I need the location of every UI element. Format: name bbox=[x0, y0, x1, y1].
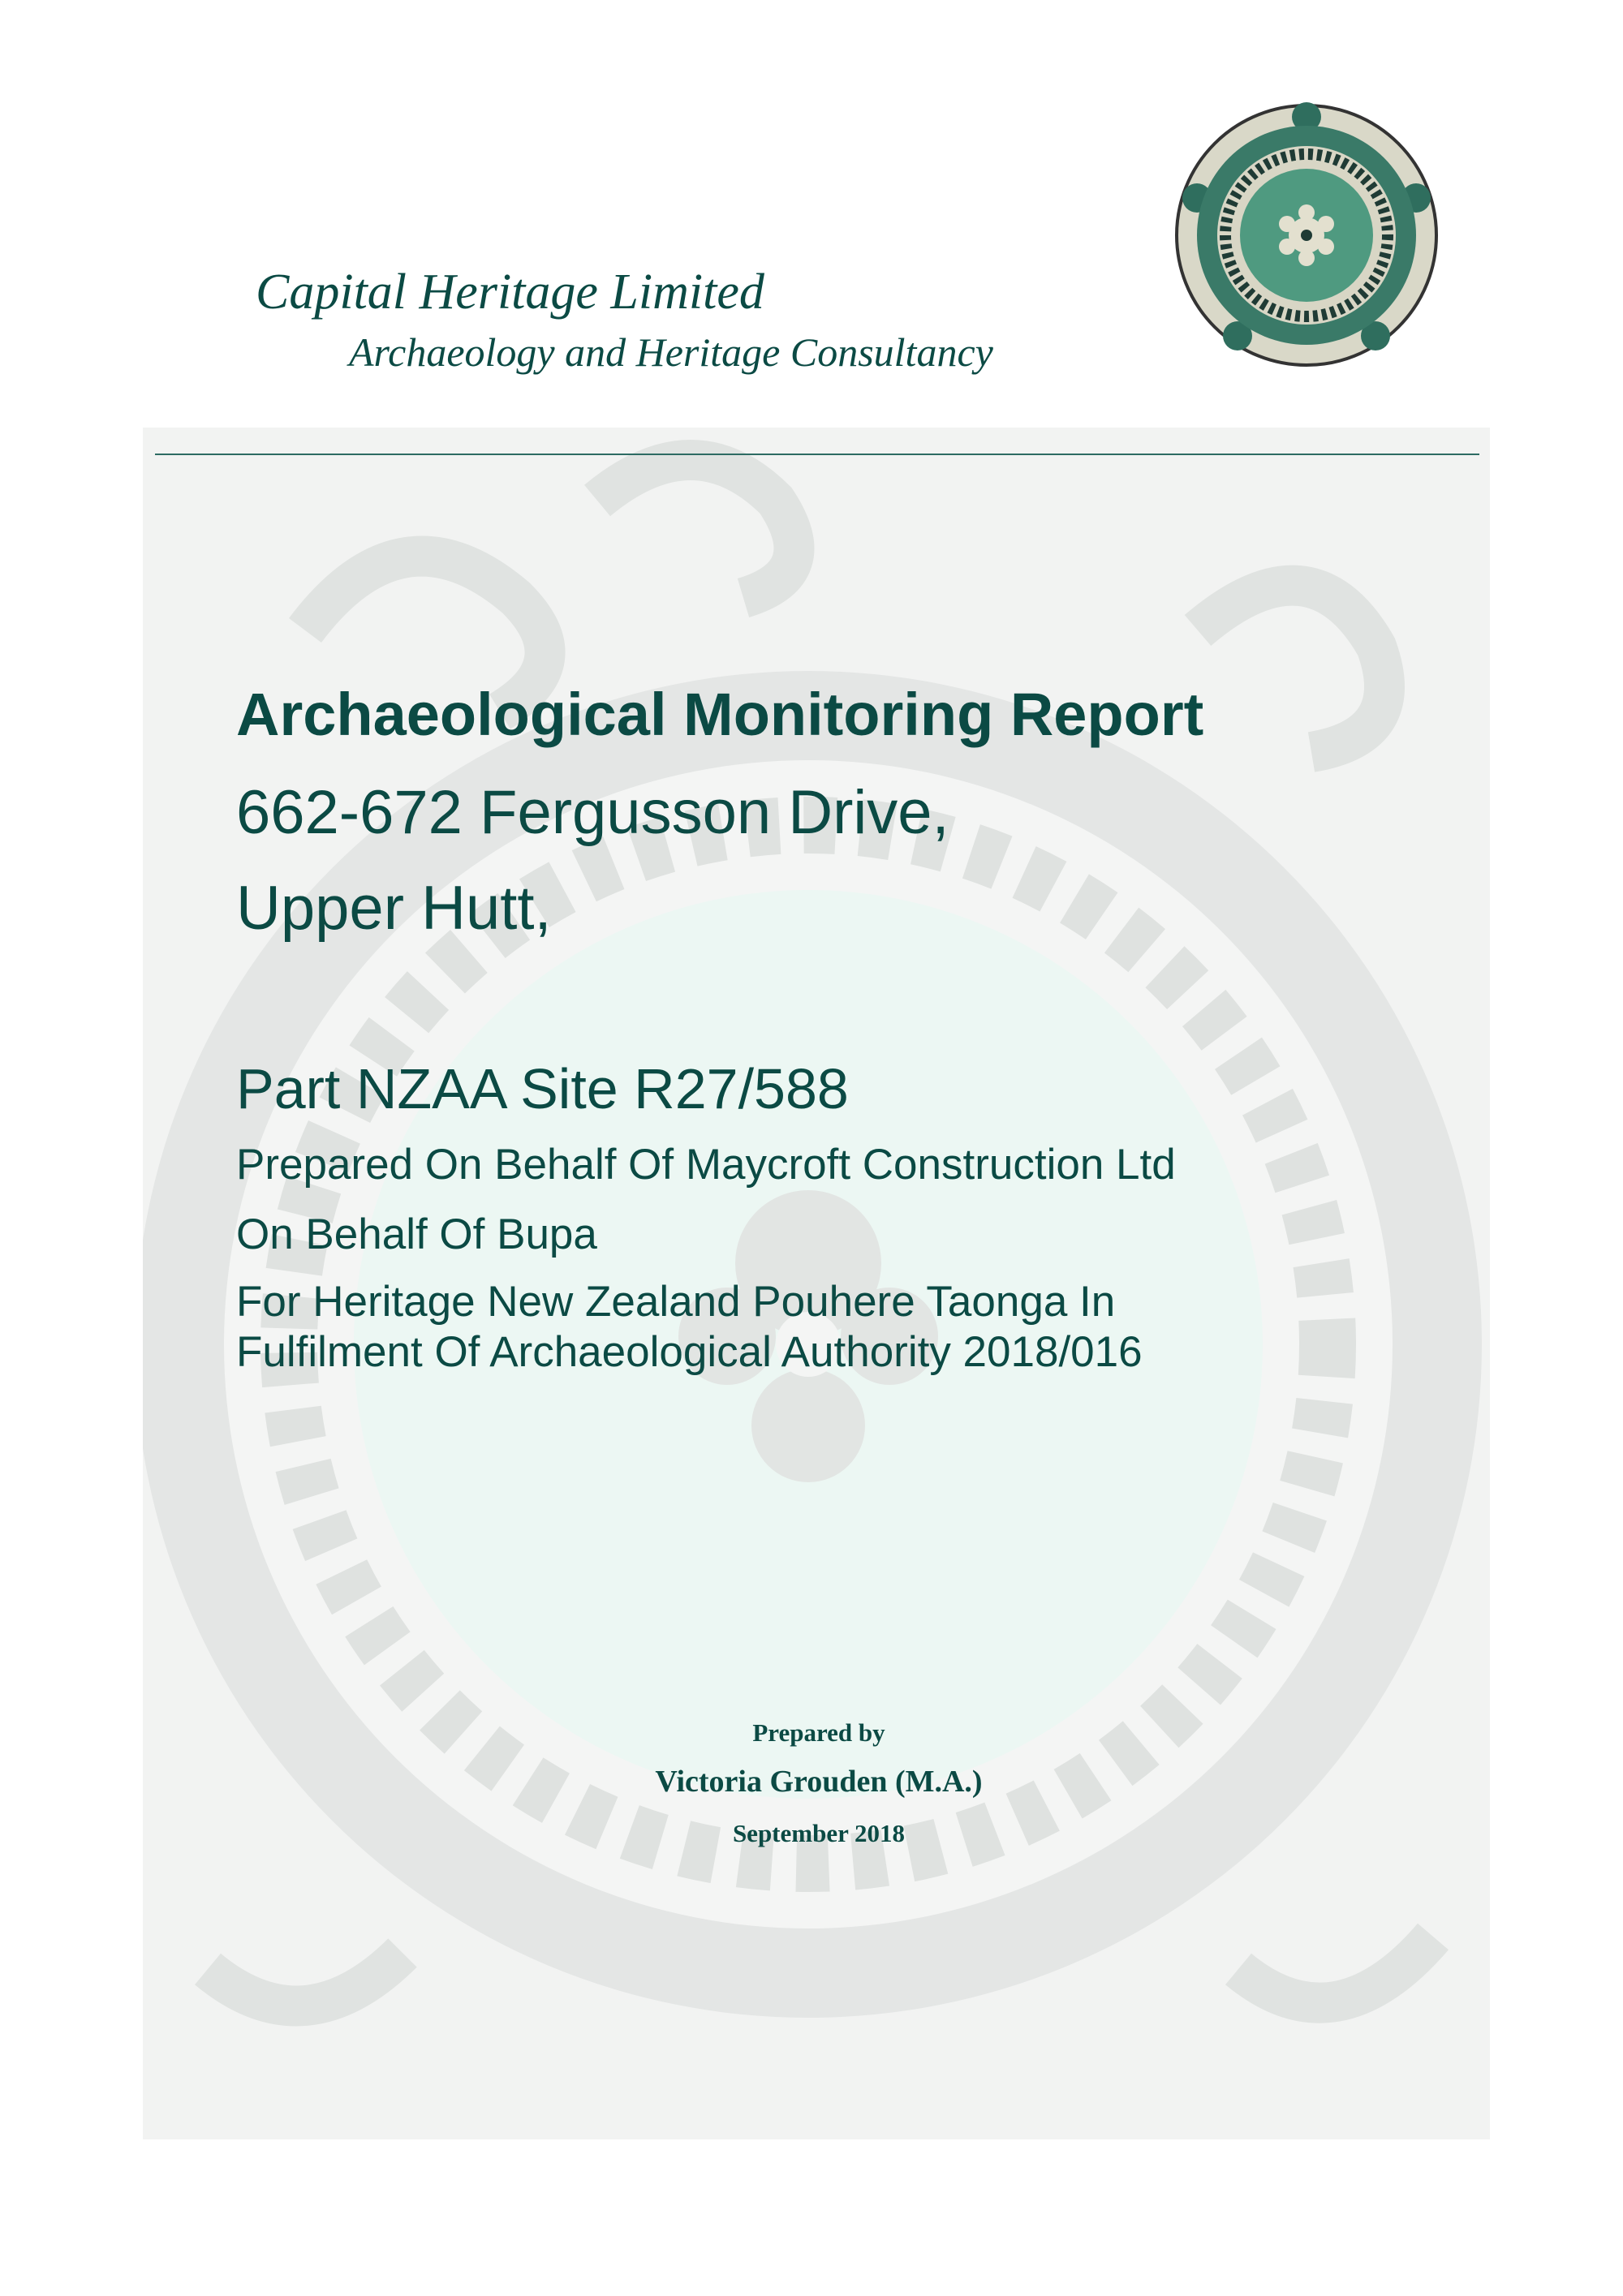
header-divider bbox=[155, 454, 1479, 455]
address-line-2: Upper Hutt, bbox=[236, 874, 552, 943]
prepared-for-line: Prepared On Behalf Of Maycroft Construction Ltd bbox=[236, 1141, 1176, 1189]
authority-line-2: Fulfilment Of Archaeological Authority 2018/016 bbox=[236, 1328, 1143, 1376]
company-logo-icon bbox=[1173, 101, 1440, 370]
address-line-1: 662-672 Fergusson Drive, bbox=[236, 778, 949, 847]
authority-line-1: For Heritage New Zealand Pouhere Taonga In bbox=[236, 1278, 1116, 1326]
site-reference: Part NZAA Site R27/588 bbox=[236, 1057, 849, 1120]
company-name: Capital Heritage Limited bbox=[256, 264, 764, 320]
author-name: Victoria Grouden (M.A.) bbox=[655, 1765, 983, 1799]
report-date: September 2018 bbox=[732, 1819, 906, 1847]
prepared-by-label: Prepared by bbox=[752, 1718, 885, 1747]
company-tagline: Archaeology and Heritage Consultancy bbox=[349, 329, 993, 375]
report-title: Archaeological Monitoring Report bbox=[236, 681, 1204, 748]
on-behalf-of-line: On Behalf Of Bupa bbox=[236, 1210, 597, 1258]
